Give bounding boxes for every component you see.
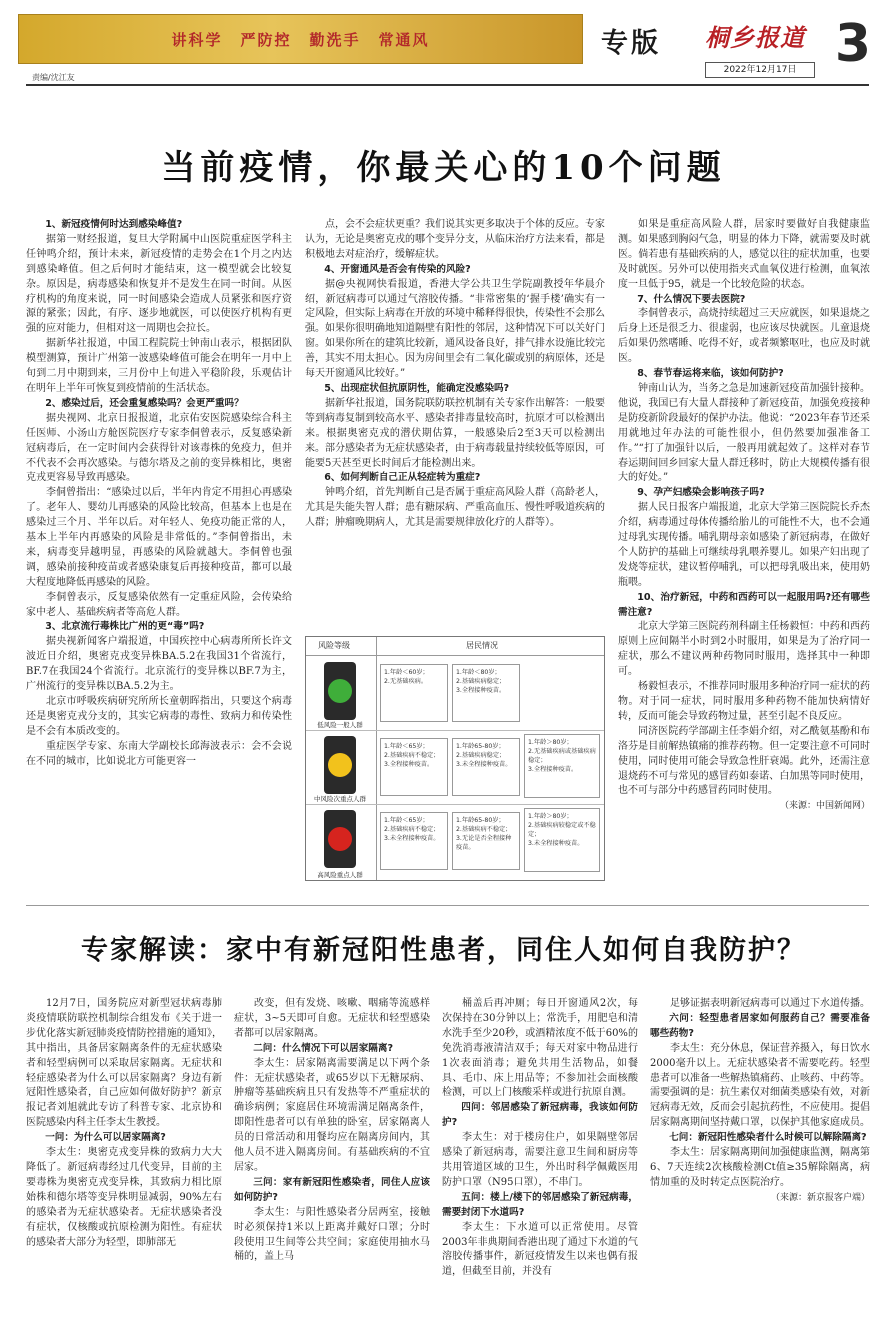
slogan-1: 讲科学 [171, 30, 223, 49]
paragraph: 李太生：与阳性感染者分居两室，接触时必须保持1米以上距离并戴好口罩；分时段使用卫生间等公共空间；家庭使用抽水马桶的，盖上马 [234, 1206, 430, 1263]
paragraph: 据央视网、北京日报报道，北京佑安医院感染综合科主任医师、小汤山方舱医院医疗专家李侗曾表示，反复感染新冠病毒后，在一定时间内会获得针对该毒株的免疫力，但并不代表不会再次感染。与德尔塔及之前的变异株相比，奥密克戎更容易导致再感染。 [26, 412, 292, 484]
paragraph: 据央视新闻客户端报道，中国疾控中心病毒所所长许文波近日介绍，奥密克戎变异株BA.5.2在我国31个省流行，BF.7在我国24个省流行。北京流行的变异株以BF.7为主，广州流行的变异株以BA.5.2为主。 [26, 636, 292, 693]
masthead-rule [26, 84, 869, 86]
paragraph: 李太生：对于楼房住户，如果隔壁邻居感染了新冠病毒，需要注意卫生间和厨房等共用管道区域的卫生，外出时科学佩戴医用防护口罩（N95口罩），不串门。 [442, 1132, 638, 1188]
article2-column-2 [234, 997, 430, 1315]
paragraph: 据新华社报道，国务院联防联控机制有关专家作出解答：一般要等到病毒复制到较高水平、感染者排毒量较高时，抗原才可以检测出来。根据奥密克戎的潜伏期估算，一般感染后2至3天可以检测出来。部分感染者为无症状感染者，由于病毒载量持续较低等原因，可能要5天甚至更长时间后才能检测出来。 [305, 397, 605, 469]
paragraph: 钟南山认为，当务之急是加速新冠疫苗加强针接种。他说，我国已有大量人群接种了新冠疫苗，加强免疫接种是防疫新阶段最好的保护办法。他说：“2023年春节还采用就地过年办法的可能性很小，但仍然要加强准备工作。”“打了加强针以后，一般再用就起效了。这样对春节春运期间回乡回家大量人群迁移时，防止大规模传播有很大的好处。” [618, 382, 870, 484]
risk-label-medium: 中风险次重点人群 [314, 795, 366, 803]
paragraph: 点，会不会症状更重？我们说其实更多取决于个体的反应。专家认为，无论是奥密克戎的哪个变异分支，从临床治疗方法来看，都是积极地去对症治疗，缓解症状。 [305, 219, 605, 260]
section-divider [26, 905, 869, 906]
paragraph: 李太生：奥密克戎变异株的致病力大大降低了。新冠病毒经过几代变异，目前的主要毒株为奥密克戎变异株，其致病力相比原始株和德尔塔等变异株明显减弱，90%左右的感染者为无症状感染者。无症状感染者没有症状，仅核酸或抗原检测为阳性。有症状的感染者大部分为轻型，即肺部无 [26, 1147, 222, 1248]
paragraph: 如果是重症高风险人群，居家时要做好自我健康监测。如果感到胸闷气急，明显的体力下降，就需要及时就医。倘若患有基础疾病的人，感觉以往的症状加重，也要及时就医。另外可以使用指夹式血氧仪进行检测，血氧浓度一旦低于95，就是一个比较危险的状态。 [618, 219, 870, 290]
subheading: 9、孕产妇感染会影响孩子吗? [637, 487, 765, 499]
paragraph: 北京市呼吸疾病研究所所长童朝晖指出，只要这个病毒还是奥密克戎分支的，其实它病毒的毒性、致病力和传染性是不会有本质改变的。 [26, 696, 292, 737]
paragraph: 李太生：居家隔离需要满足以下两个条件：无症状感染者，或65岁以下无糖尿病、肿瘤等基础疾病且只有发热等不严重症状的确诊病例；家庭居住环境需满足隔离条件，即阳性患者可以有单独的卧室，居家隔离人员的日常活动和用餐均应在隔离房间内，其他人员不进入隔离房间。有基础疾病的不宜居家。 [234, 1057, 430, 1173]
low-risk-cell-2: 1.年龄＜80岁； 2.基础疾病稳定； 3.全程接种疫苗。 [452, 664, 520, 722]
subheading: 7、什么情况下要去医院? [637, 293, 746, 305]
paragraph: 据新华社报道，中国工程院院士钟南山表示，根据团队模型测算，预计广州第一波感染峰值可能会在明年一月中上旬到二月中期到来，三月份中上旬进入平稳阶段，乐观估计在明年上半年可恢复到疫情前的生活状态。 [26, 338, 292, 394]
paragraph: 12月7日，国务院应对新型冠状病毒肺炎疫情联防联控机制综合组发布《关于进一步优化落实新冠肺炎疫情防控措施的通知》，其中指出，具备居家隔离条件的无症状感染者和轻型病例可以采取居家隔离。无症状和轻症感染者为什么可以居家隔离？身边有新冠阳性感染者，自己应如何做好防护？新京报记者刘旭就此专访了科普专家、北京协和医院感染内科主任李太生教授。 [26, 998, 222, 1129]
article1-headline: 当前疫情，你最关心的10个问题 [161, 148, 726, 188]
subheading: 五问：楼上/楼下的邻居感染了新冠病毒，需要封闭下水道吗? [442, 1191, 638, 1218]
risk-row-high [306, 804, 604, 880]
newspaper-logo: 桐乡报道 [705, 24, 805, 52]
article2-column-4 [650, 997, 870, 1315]
subheading: 10、治疗新冠，中药和西药可以一起服用吗?还有哪些需注意? [618, 591, 870, 618]
paragraph: 足够证据表明新冠病毒可以通过下水道传播。 [670, 998, 870, 1009]
risk-row-medium [306, 730, 604, 805]
low-risk-cell-1: 1.年龄＜60岁； 2.无基础疾病。 [380, 664, 448, 722]
paragraph: 钟鸣介绍，首先判断自己是否属于重症高风险人群（高龄老人，尤其是失能失智人群；患有糖尿病、严重高血压、慢性呼吸道疾病的人群；肿瘤晚期病人，尤其是需要规律放化疗的人群等）。 [305, 487, 605, 529]
paragraph: 据人民日报客户端报道，北京大学第三医院院长乔杰介绍，病毒通过母体传播给胎儿的可能性不大，也不会通过母乳实现传播。哺乳期母亲如感染了新冠病毒，在做好个人防护的基础上可继续母乳喂养婴儿。如果产妇出现了发烧等症状，建议暂停哺乳，可以把母乳吸出来，使用奶瓶喂。 [618, 502, 870, 588]
subheading: 2、感染过后，还会重复感染吗？会更严重吗？ [45, 397, 244, 409]
subheading: 1、新冠疫情何时达到感染峰值? [45, 219, 183, 230]
subheading: 一问：为什么可以居家隔离? [45, 1132, 166, 1144]
subheading: 6、如何判断自己正从轻症转为重症? [324, 472, 481, 484]
slogan-3: 勤洗手 [309, 30, 361, 49]
medium-risk-cell-1: 1.年龄＜65岁； 2.基础疾病不稳定； 3.全程接种疫苗。 [380, 738, 448, 796]
yellow-lamp-icon [328, 753, 352, 777]
medium-risk-cell-3: 1.年龄＞80岁； 2.无基础疾病或基础疾病稳定； 3.全程接种疫苗。 [524, 734, 600, 798]
slogan-4: 常通风 [378, 30, 430, 49]
issue-date: 2022年12月17日 [705, 62, 815, 78]
traffic-light-green-icon [324, 662, 356, 720]
paragraph: 重症医学专家、东南大学副校长邱海波表示：会不会说在不同的城市，比如说北方可能更容一 [26, 740, 292, 767]
section-title: 专版 [601, 28, 661, 59]
red-lamp-icon [328, 827, 352, 851]
subheading: 5、出现症状但抗原阴性，能确定没感染吗? [324, 382, 510, 394]
article1-column-1 [26, 218, 292, 858]
paragraph: 杨毅恒表示，不推荐同时服用多种治疗同一症状的药物。对于同一症状，同时服用多种药物不能加快病情好转，反而可能会导致药物过量，甚至引起不良反应。 [618, 681, 870, 722]
risk-level-table [305, 636, 605, 881]
paragraph: 桶盖后再冲厕；每日开窗通风2次，每次保持在30分钟以上；常洗手，用肥皂和清水洗手至少20秒，或酒精浓度不低于60%的免洗消毒液清洁双手；每天对家中物品进行1次表面消毒；避免共用生活物品，如餐具、毛巾、床上用品等；不参加社会面核酸检测，可以上门核酸采样或进行抗原自测。 [442, 998, 638, 1099]
risk-level-header: 风险等级 [318, 641, 350, 650]
paragraph: 同济医院药学部副主任李娟介绍，对乙酰氨基酚和布洛芬是目前解热镇痛的推荐药物。但一定要注意不可同时使用，同时使用可能会导致急性肝衰竭。此外，还需注意退烧药不可与常见的感冒药如泰诺、白加黑等同时使用，也不可与部分中药感冒药同时使用。 [618, 725, 870, 797]
slogan-banner [18, 14, 583, 64]
paragraph: 李太生：充分休息，保证营养摄入，每日饮水2000毫升以上。无症状感染者不需要吃药。轻型患者可以准备一些解热镇痛药、止咳药、中药等。需要强调的是：抗生素仅对细菌类感染有效，对新冠病毒无效，反而会引起抗药性，不应使用。提倡居家隔离期间坚持戴口罩，以保护其他家庭成员。 [650, 1042, 870, 1129]
subheading: 七问：新冠阳性感染者什么时候可以解除隔离? [669, 1132, 867, 1144]
paragraph: 李侗曾表示，高烧持续超过三天应就医，如果退烧之后身上还是很乏力、很虚弱，也应该尽快就医。儿童退烧后如果仍然嗜睡、吃得不好，或者频繁呕吐，也应及时就医。 [618, 308, 870, 365]
medium-risk-cell-2: 1.年龄65-80岁； 2.基础疾病稳定； 3.未全程接种疫苗。 [452, 738, 520, 796]
high-risk-cell-1: 1.年龄＜65岁； 2.基础疾病不稳定； 3.未全程接种疫苗。 [380, 812, 448, 870]
subheading: 六问：轻型患者居家如何服药自己？需要准备哪些药物? [650, 1012, 870, 1039]
risk-label-high: 高风险重点人群 [317, 871, 363, 879]
subheading: 3、北京流行毒株比广州的更“毒”吗? [45, 621, 205, 633]
page-number: 3 [834, 14, 872, 74]
risk-row-low [306, 656, 604, 731]
paragraph: 据第一财经报道，复旦大学附属中山医院重症医学科主任钟鸣介绍，预计未来，新冠疫情的走势会在1个月之内达到感染峰值。但之后何时才能结束，这一模型就会比较复杂。原因是，病毒感染和恢复并不是发生在同一时间。从医疗机构的角度来说，同一时间感染会造成人员紧张和医疗资源的紧张；因此，有序、逐步地就医，可以使医疗机构有更强的应对能力，但相对这一周期也会拉长。 [26, 233, 292, 335]
article2-column-1 [26, 997, 222, 1315]
article2-column-3 [442, 997, 638, 1315]
green-lamp-icon [328, 679, 352, 703]
subheading: 8、春节春运将来临，该如何防护? [637, 368, 784, 380]
traffic-light-red-icon [324, 810, 356, 868]
subheading: 三问：家有新冠阳性感染者，同住人应该如何防护? [234, 1176, 430, 1203]
paragraph: 李侗曾表示，反复感染依然有一定重症风险，会传染给家中老人、基础疾病者等高危人群。 [26, 591, 292, 618]
source-credit: （来源：中国新闻网） [779, 801, 870, 812]
paragraph: 改变，但有发烧、咳嗽、咽痛等流感样症状，3~5天即可自愈。无症状和轻型感染者都可以居家隔离。 [234, 998, 430, 1039]
resident-situation-header: 居民情况 [466, 641, 498, 650]
editor-credit: 责编/沈江友 [32, 73, 75, 82]
risk-table-header [306, 637, 604, 656]
subheading: 二问：什么情况下可以居家隔离? [253, 1042, 394, 1054]
paragraph: 李太生：下水道可以正常使用。尽管2003年非典期间香港出现了通过下水道的气溶胶传播事件，新冠疫情发生以来也偶有报道，但截至目前，并没有 [442, 1221, 638, 1278]
article2-headline: 专家解读：家中有新冠阳性患者，同住人如何自我防护？ [81, 935, 806, 966]
article1-column-3 [618, 218, 870, 858]
slogan-2: 严防控 [240, 30, 292, 49]
traffic-light-yellow-icon [324, 736, 356, 794]
high-risk-cell-3: 1.年龄＞80岁； 2.基础疾病较稳定或不稳定； 3.未全程接种疫苗。 [524, 808, 600, 872]
subheading: 4、开窗通风是否会有传染的风险? [324, 263, 471, 275]
paragraph: 北京大学第三医院药剂科副主任杨毅恒：中药和西药原则上应间隔半小时到2小时服用，如果是为了治疗同一症状，那么不建议两种药物同时服用，选择其中一种即可。 [618, 621, 870, 678]
subheading: 四问：邻居感染了新冠病毒，我该如何防护? [442, 1102, 638, 1129]
article1-column-2 [305, 218, 605, 628]
paragraph: 李侗曾指出：“感染过以后，半年内肯定不用担心再感染了。老年人、婴幼儿再感染的风险比较高，但基本上也是在感染过三个月、半年以后。对年轻人、免疫功能正常的人，基本上半年内再感染的风险是非常低的。”李侗曾指出，未来，病毒变异越明显，再感染的风险就越大。李侗曾也强调，感染前接种疫苗或者感染康复后再接种疫苗，都可以最大程度地降低再感染的风险。 [26, 487, 292, 588]
source-credit: （来源：新京报客户端） [770, 1192, 870, 1203]
paragraph: 据@央视网快看报道，香港大学公共卫生学院副教授年华晨介绍，新冠病毒可以通过气溶胶传播。“非常密集的‘握手楼’确实有一定风险，但实际上病毒在开放的环境中稀释得很快，传染性不会那么强。如果你很明确地知道隔壁有阳性的邻居，这种情况下可以关好门窗。如果你所在的建筑比较新，通风设备良好，排气排水设施比较完善，其实不用太担心。因为房间里会有二氧化碳或别的病原体，还是每天开窗通风比较好。” [305, 278, 605, 380]
risk-label-low: 低风险一般人群 [317, 721, 363, 729]
paragraph: 李太生：居家隔离期间加强健康监测，隔离第6、7天连续2次核酸检测Ct值≥35解除隔离，病情加重的及时转定点医院治疗。 [650, 1147, 870, 1188]
high-risk-cell-2: 1.年龄65-80岁； 2.基础疾病不稳定； 3.无论是否全程接种疫苗。 [452, 812, 520, 870]
